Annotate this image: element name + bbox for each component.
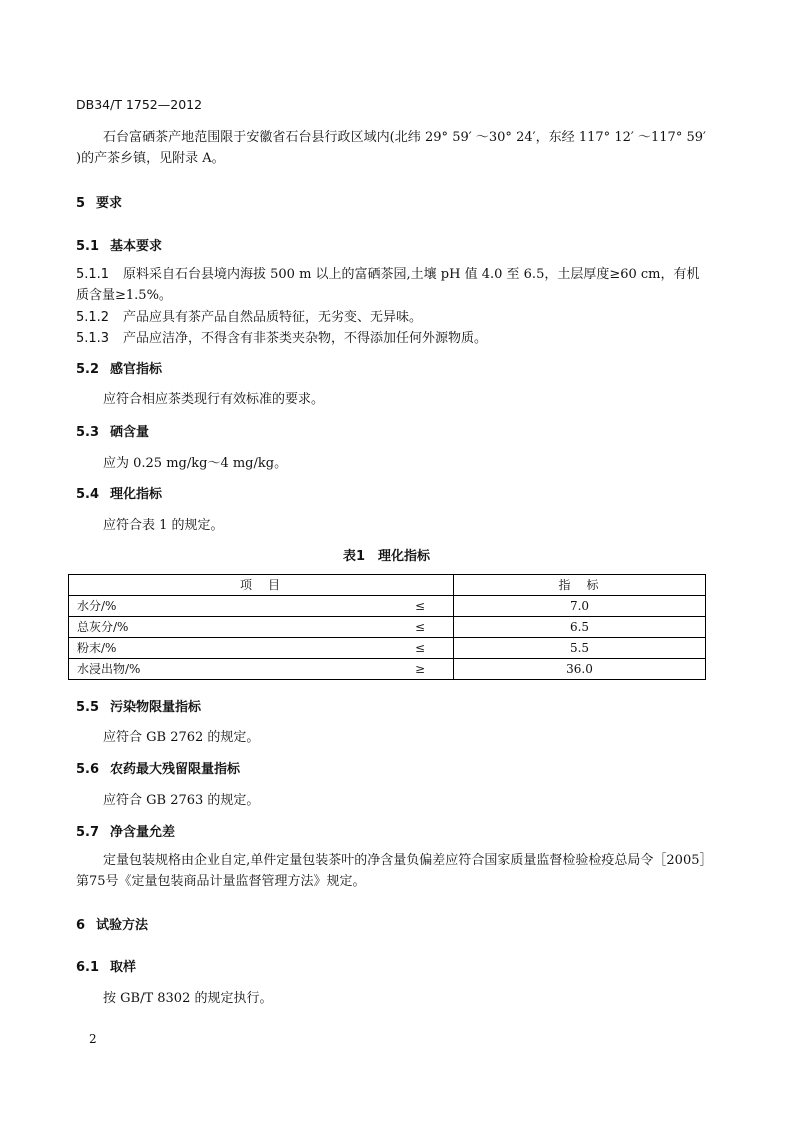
clause-5-5-text: 应符合 GB 2762 的规定。 (103, 730, 260, 745)
clause-5-5-heading (76, 696, 201, 715)
row-item-cell (69, 596, 454, 617)
clause-5-6-text: 应符合 GB 2763 的规定。 (103, 793, 260, 808)
clause-number: 5.4 (76, 487, 100, 502)
row-value: 6.5 (454, 617, 706, 638)
physicochemical-table (68, 574, 706, 680)
row-item-cell (69, 617, 454, 638)
clause-title: 理化指标 (110, 487, 163, 502)
row-item: 粉末/% (77, 641, 117, 655)
comparison-operator: ≤ (414, 641, 425, 655)
row-item-cell (69, 659, 454, 680)
comparison-operator: ≤ (414, 620, 425, 634)
clause-text: 原料采自石台县境内海拔 500 m 以上的富硒茶园,土壤 pH 值 4.0 至 6.5，土层厚度≥60 cm，有机质含量≥1.5%。 (76, 267, 700, 303)
clause-title: 基本要求 (110, 239, 163, 254)
comparison-operator: ≤ (414, 599, 425, 613)
clause-number: 5.6 (76, 762, 100, 777)
clause-title: 农药最大残留限量指标 (110, 762, 241, 777)
clause-title: 污染物限量指标 (110, 700, 202, 715)
section-6-heading (76, 914, 148, 933)
clause-5-3-heading (76, 421, 149, 440)
clause-5-7-text: 定量包装规格由企业自定,单件定量包装茶叶的净含量负偏差应符合国家质量监督检验检疫总局令［2005］第75号《定量包装商品计量监督管理方法》规定。 (76, 853, 706, 889)
scope-paragraph: 石台富硒茶产地范围限于安徽省石台县行政区域内(北纬 29° 59′ ～30° 24′，东经 117° 12′ ～117° 59′ )的产茶乡镇，见附录 A。 (76, 130, 706, 166)
section-title: 要求 (96, 196, 123, 211)
clause-title: 取样 (110, 960, 137, 975)
comparison-operator: ≥ (414, 662, 425, 676)
row-value: 5.5 (454, 638, 706, 659)
clause-5-4-text: 应符合表 1 的规定。 (103, 518, 224, 533)
clause-number: 5.1.3 (76, 331, 110, 346)
clause-6-1-heading (76, 956, 136, 975)
clause-text: 产品应具有茶产品自然品质特征，无劣变、无异味。 (123, 310, 423, 325)
page-number: 2 (89, 1032, 97, 1046)
clause-number: 5.1.1 (76, 267, 110, 282)
standard-number: DB34/T 1752—2012 (76, 97, 203, 112)
table-header-row (69, 575, 706, 596)
clause-5-6-heading (76, 758, 240, 777)
clause-number: 5.2 (76, 362, 100, 377)
section-number: 6 (76, 918, 86, 933)
row-item-cell (69, 638, 454, 659)
clause-6-1-text: 按 GB/T 8302 的规定执行。 (103, 991, 273, 1006)
clause-5-1-2 (76, 306, 422, 325)
clause-5-1-3 (76, 327, 487, 346)
clause-number: 5.1 (76, 239, 100, 254)
clause-title: 硒含量 (110, 425, 150, 440)
clause-text: 产品应洁净，不得含有非茶类夹杂物，不得添加任何外源物质。 (123, 331, 488, 346)
table-row (69, 638, 706, 659)
clause-number: 5.5 (76, 700, 100, 715)
clause-5-3-text: 应为 0.25 mg/kg～4 mg/kg。 (103, 456, 288, 471)
row-item: 水浸出物/% (77, 662, 141, 676)
column-header-value: 指 标 (454, 575, 706, 596)
clause-title: 净含量允差 (110, 825, 176, 840)
clause-5-2-text: 应符合相应茶类现行有效标准的要求。 (103, 392, 325, 407)
section-5-heading (76, 192, 122, 211)
column-header-item: 项 目 (69, 575, 454, 596)
clause-5-2-heading (76, 358, 162, 377)
clause-number: 6.1 (76, 960, 100, 975)
clause-number: 5.1.2 (76, 310, 110, 325)
section-number: 5 (76, 196, 86, 211)
row-value: 36.0 (454, 659, 706, 680)
section-title: 试验方法 (96, 918, 149, 933)
table-row (69, 659, 706, 680)
clause-5-1-heading (76, 235, 162, 254)
clause-5-1-1 (76, 264, 706, 306)
clause-5-7-heading (76, 821, 175, 840)
table-row (69, 596, 706, 617)
clause-number: 5.7 (76, 825, 100, 840)
clause-title: 感官指标 (110, 362, 163, 377)
row-item: 水分/% (77, 599, 117, 613)
table-row (69, 617, 706, 638)
row-item: 总灰分/% (77, 620, 129, 634)
row-value: 7.0 (454, 596, 706, 617)
clause-number: 5.3 (76, 425, 100, 440)
clause-5-4-heading (76, 483, 162, 502)
table-caption: 表1 理化指标 (342, 549, 431, 564)
